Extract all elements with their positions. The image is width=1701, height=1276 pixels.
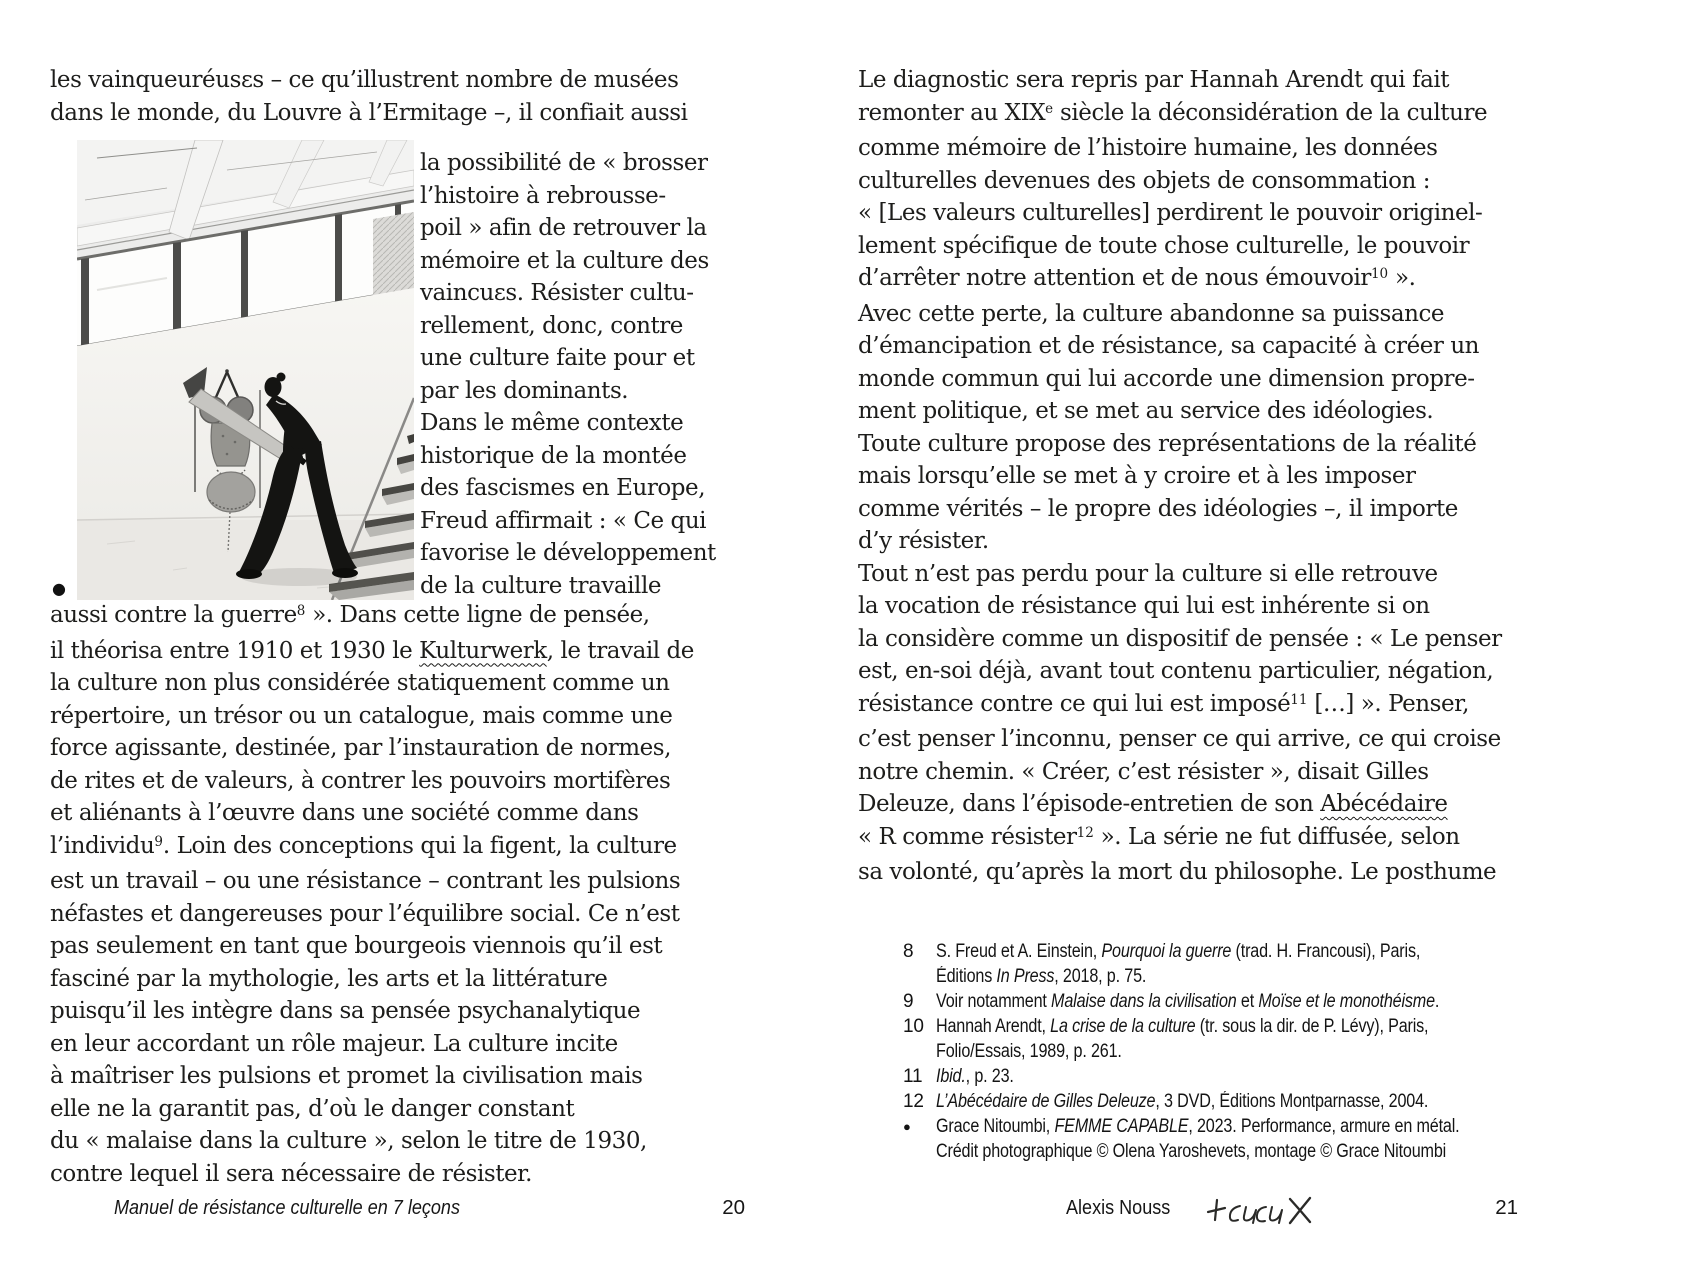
footnote	[858, 1014, 1518, 1064]
text-line: rellement, donc, contre	[420, 312, 683, 339]
author-name: Alexis Nouss	[1066, 1196, 1171, 1219]
text-line: lement spécifique de toute chose culturelle, le pouvoir	[858, 232, 1470, 259]
text-line: culturelles devenues des objets de consommation :	[858, 167, 1430, 194]
footnote-marker: 12	[903, 1091, 924, 1112]
footnote-marker: 9	[903, 991, 914, 1012]
text-line: l’individu$^9$. Loin des conceptions qui la figent, la culture	[50, 832, 677, 859]
text-line: résistance contre ce qui lui est imposé$^{11}$ […] ». Penser,	[858, 690, 1470, 717]
footnote-line: Hannah Arendt, La crise de la culture (tr. sous la dir. de P. Lévy), Paris,	[936, 1016, 1429, 1037]
handwritten-annotation	[1200, 1188, 1324, 1236]
footnote-marker: 8	[903, 941, 914, 962]
text-line: pas seulement en tant que bourgeois viennois qu’il est	[50, 933, 663, 959]
text-line: Deleuze, dans l’épisode-entretien de son Abécédaire	[858, 791, 1448, 817]
footnote-line: Grace Nitoumbi, FEMME CAPABLE, 2023. Performance, armure en métal.	[936, 1116, 1460, 1137]
footnote-marker: 10	[903, 1016, 924, 1037]
text-line: néfastes et dangereuses pour l’équilibre social. Ce n’est	[50, 900, 680, 927]
text-line: mais lorsqu’elle se met à y croire et à les imposer	[858, 463, 1416, 489]
text-line: ment politique, et se met au service des idéologies.	[858, 398, 1434, 424]
left-side-paragraph	[420, 147, 716, 602]
footnote	[858, 939, 1518, 989]
text-line: dans le monde, du Louvre à l’Ermitage –, il confiait aussi	[50, 99, 688, 126]
footnote-marker: 11	[903, 1066, 923, 1087]
text-line: sa volonté, qu’après la mort du philosophe. Le posthume	[858, 859, 1497, 885]
text-line: historique de la montée	[420, 442, 687, 469]
footnote-marker: ●	[903, 1119, 911, 1134]
text-line: d’arrêter notre attention et de nous émouvoir$^{10}$ ».	[858, 265, 1416, 291]
text-line: favorise le développement	[420, 540, 716, 566]
text-line: aussi contre la guerre$^8$ ». Dans cette ligne de pensée,	[50, 602, 650, 628]
footnote	[858, 989, 1518, 1014]
text-line: poil » afin de retrouver la	[420, 215, 707, 241]
photo-caption-marker-dot: ●	[52, 579, 66, 598]
footnote-line: Folio/Essais, 1989, p. 261.	[936, 1041, 1122, 1062]
text-line: contre lequel il sera nécessaire de résister.	[50, 1160, 533, 1187]
text-line: la culture non plus considérée statiquement comme un	[50, 670, 670, 696]
footnote	[858, 1089, 1518, 1114]
text-line: Toute culture propose des représentations de la réalité	[858, 430, 1477, 457]
text-line: mémoire et la culture des	[420, 247, 709, 274]
text-line: et aliénants à l’œuvre dans une société comme dans	[50, 800, 639, 826]
text-line: elle ne la garantit pas, d’où le danger constant	[50, 1095, 575, 1122]
left-body-paragraph	[50, 599, 694, 1190]
page-number-21: 21	[1495, 1196, 1518, 1219]
footnote-line: Éditions In Press, 2018, p. 75.	[936, 966, 1147, 987]
text-line: à maîtriser les pulsions et promet la civilisation mais	[50, 1063, 643, 1089]
text-line: monde commun qui lui accorde une dimension propre-	[858, 365, 1475, 392]
text-line: Freud affirmait : « Ce qui	[420, 507, 707, 534]
text-line: la vocation de résistance qui lui est inhérente si on	[858, 593, 1430, 619]
text-line: « R comme résister$^{12}$ ». La série ne fut diffusée, selon	[858, 823, 1460, 850]
running-title: Manuel de résistance culturelle en 7 leçons	[114, 1196, 460, 1219]
footnote	[858, 1064, 1518, 1089]
footnote	[858, 1114, 1518, 1164]
text-line: force agissante, destinée, par l’instauration de normes,	[50, 735, 672, 761]
text-line: est un travail – ou une résistance – contrant les pulsions	[50, 868, 681, 894]
text-line: répertoire, un trésor ou un catalogue, mais comme une	[50, 702, 673, 729]
left-intro-paragraph	[50, 64, 688, 129]
footnotes-block	[858, 939, 1518, 1164]
text-line: par les dominants.	[420, 377, 629, 404]
text-line: des fascismes en Europe,	[420, 475, 706, 501]
footnote-line: Voir notamment Malaise dans la civilisation et Moïse et le monothéisme.	[936, 991, 1440, 1012]
text-line: fasciné par la mythologie, les arts et la littérature	[50, 965, 608, 992]
text-line: puisqu’il les intègre dans sa pensée psychanalytique	[50, 998, 641, 1024]
photo-femme-capable-performance	[77, 140, 414, 600]
text-line: notre chemin. « Créer, c’est résister », disait Gilles	[858, 758, 1429, 785]
text-line: la possibilité de « brosser	[420, 150, 708, 176]
text-line: de la culture travaille	[420, 572, 662, 599]
footnote-line: L’Abécédaire de Gilles Deleuze, 3 DVD, Éditions Montparnasse, 2004.	[936, 1091, 1429, 1112]
text-line: Dans le même contexte	[420, 410, 684, 436]
text-line: Tout n’est pas perdu pour la culture si elle retrouve	[858, 560, 1438, 587]
text-line: « [Les valeurs culturelles] perdirent le pouvoir originel-	[858, 200, 1483, 226]
text-line: remonter au XIXe siècle la déconsidération de la culture	[858, 99, 1488, 126]
handwriting-icon	[1200, 1188, 1324, 1230]
text-line: l’histoire à rebrousse-	[420, 182, 666, 209]
text-line: du « malaise dans la culture », selon le titre de 1930,	[50, 1128, 647, 1154]
text-line: une culture faite pour et	[420, 345, 695, 371]
text-line: d’y résister.	[858, 528, 989, 554]
text-line: Le diagnostic sera repris par Hannah Arendt qui fait	[858, 67, 1450, 93]
footnote-line: S. Freud et A. Einstein, Pourquoi la guerre (trad. H. Francousi), Paris,	[936, 941, 1421, 962]
text-line: la considère comme un dispositif de pensée : « Le penser	[858, 625, 1502, 652]
footnote-line: Crédit photographique © Olena Yaroshevets, montage © Grace Nitoumbi	[936, 1141, 1447, 1162]
footnote-line: Ibid., p. 23.	[936, 1066, 1014, 1087]
text-line: Avec cette perte, la culture abandonne sa puissance	[858, 300, 1445, 327]
text-line: il théorisa entre 1910 et 1930 le Kulturwerk, le travail de	[50, 637, 694, 664]
text-line: c’est penser l’inconnu, penser ce qui arrive, ce qui croise	[858, 726, 1501, 752]
text-line: vaincuɛs. Résister cultu-	[420, 280, 694, 306]
right-body-paragraph	[858, 64, 1502, 889]
text-line: les vainqueuréusɛs – ce qu’illustrent nombre de musées	[50, 67, 679, 93]
text-line: comme vérités – le propre des idéologies –, il importe	[858, 495, 1458, 522]
text-line: en leur accordant un rôle majeur. La culture incite	[50, 1030, 618, 1057]
text-line: d’émancipation et de résistance, sa capacité à créer un	[858, 333, 1480, 359]
text-line: comme mémoire de l’histoire humaine, les données	[858, 135, 1438, 161]
text-line: est, en-soi déjà, avant tout contenu particulier, négation,	[858, 658, 1494, 684]
text-line: de rites et de valeurs, à contrer les pouvoirs mortifères	[50, 767, 671, 794]
page-number-20: 20	[722, 1196, 745, 1219]
